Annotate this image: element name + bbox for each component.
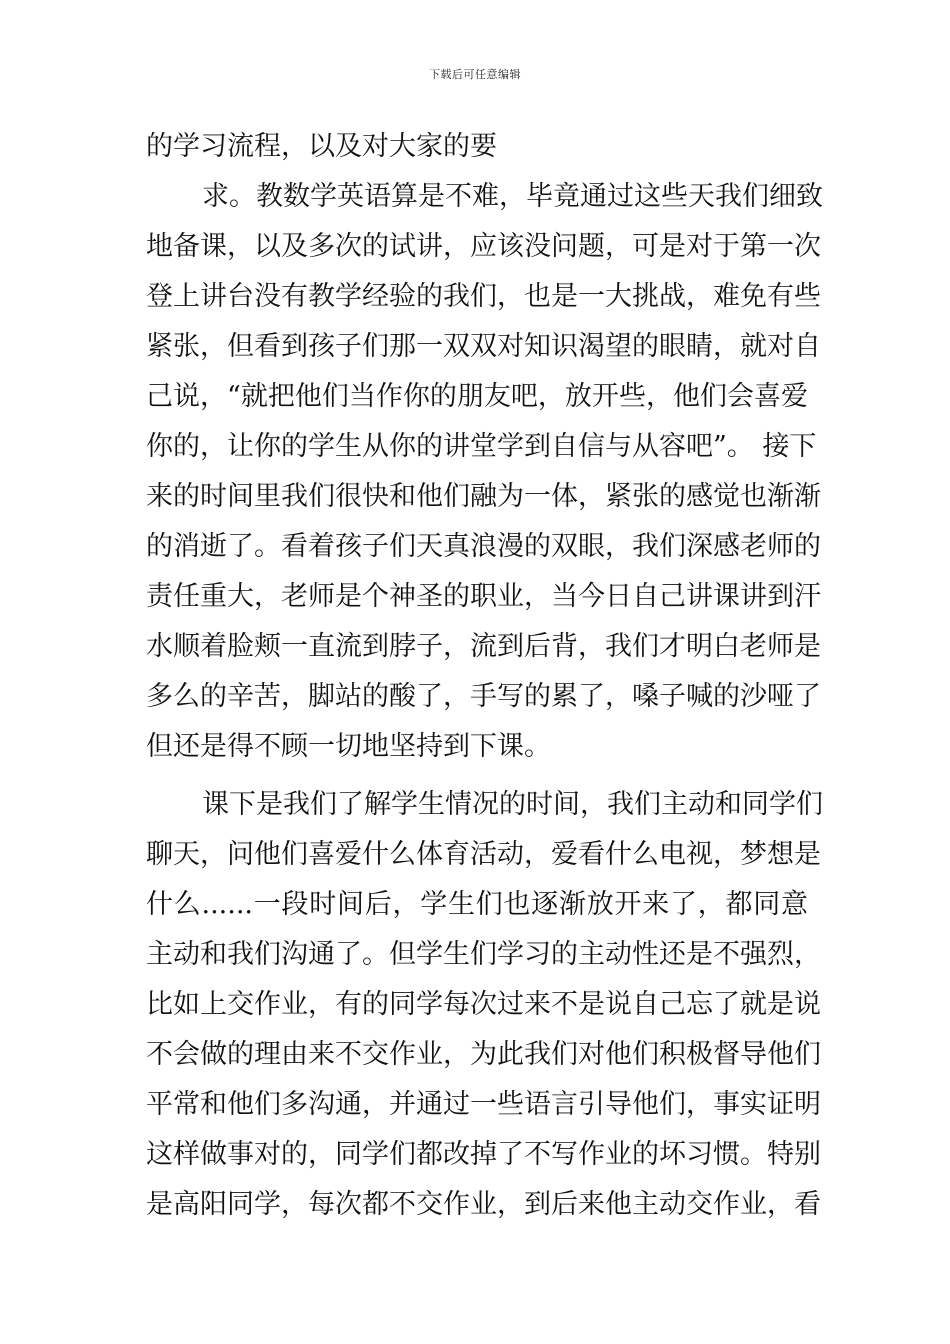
text-line: 来的时间里我们很快和他们融为一体，紧张的感觉也渐渐 — [146, 481, 821, 512]
text-line: 是高阳同学，每次都不交作业，到后来他主动交作业，看 — [146, 1189, 821, 1220]
text-line: 登上讲台没有教学经验的我们，也是一大挑战，难免有些 — [146, 281, 821, 312]
text-line: 平常和他们多沟通，并通过一些语言引导他们，事实证明 — [146, 1089, 821, 1120]
text-line: 求。教数学英语算是不难，毕竟通过这些天我们细致 — [202, 181, 823, 212]
text-line: 课下是我们了解学生情况的时间，我们主动和同学们 — [202, 789, 823, 820]
text-line: 水顺着脸颊一直流到脖子，流到后背，我们才明白老师是 — [146, 631, 821, 662]
text-line: 聊天，问他们喜爱什么体育活动，爱看什么电视，梦想是 — [146, 839, 821, 870]
header-note: 下载后可任意编辑 — [429, 68, 521, 81]
text-line: 这样做事对的，同学们都改掉了不写作业的坏习惯。特别 — [146, 1139, 821, 1170]
text-line: 什么......一段时间后，学生们也逐渐放开来了，都同意 — [146, 889, 808, 920]
text-line: 不会做的理由来不交作业，为此我们对他们积极督导他们 — [146, 1039, 821, 1070]
text-line: 紧张，但看到孩子们那一双双对知识渴望的眼睛，就对自 — [146, 331, 821, 362]
paragraph-gap — [146, 772, 808, 780]
text-line: 地备课，以及多次的试讲，应该没问题，可是对于第一次 — [146, 231, 821, 262]
text-line: 你的，让你的学生从你的讲堂学到自信与从容吧”。 接下 — [146, 431, 817, 462]
text-line: 但还是得不顾一切地坚持到下课。 — [146, 731, 551, 762]
text-line: 的消逝了。看着孩子们天真浪漫的双眼，我们深感老师的 — [146, 531, 821, 562]
text-line: 主动和我们沟通了。但学生们学习的主动性还是不强烈， — [146, 939, 821, 970]
text-line: 的学习流程，以及对大家的要 — [146, 131, 497, 162]
text-line: 多么的辛苦，脚站的酸了，手写的累了，嗓子喊的沙哑了 — [146, 681, 821, 712]
text-line: 责任重大，老师是个神圣的职业，当今日自己讲课讲到汗 — [146, 581, 821, 612]
text-line: 比如上交作业，有的同学每次过来不是说自己忘了就是说 — [146, 989, 821, 1020]
document-body — [146, 122, 823, 1230]
text-line: 己说，“就把他们当作你的朋友吧，放开些，他们会喜爱 — [146, 381, 808, 412]
